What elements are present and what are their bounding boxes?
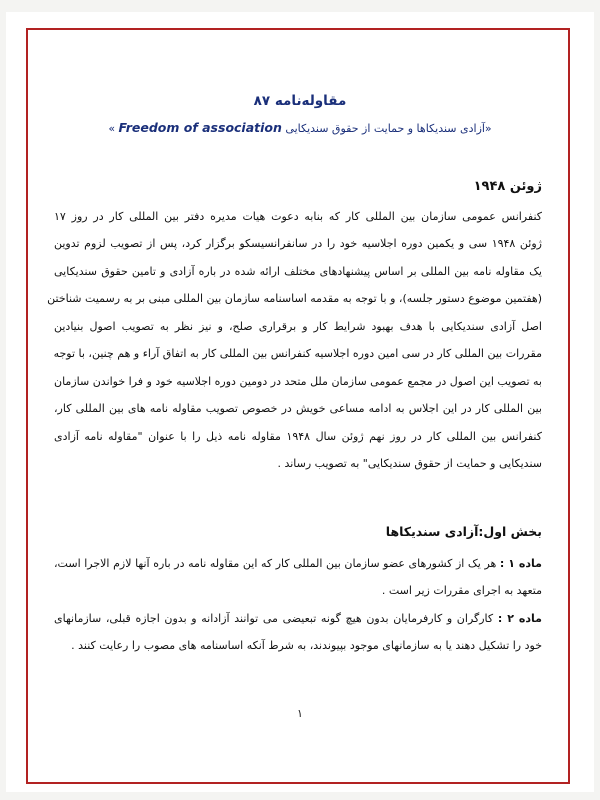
intro-line: کنفرانس بین المللی کار در روز نهم ژوئن سال ۱۹۴۸ مقاوله نامه ذیل را با عنوان "مقاوله نامه آزادی — [54, 430, 542, 443]
intro-line: به تصویب این اصول در مجمع عمومی سازمان ملل متحد در دومین دوره اجلاسیه خود و فرا خواندن سازمان — [54, 375, 542, 388]
article-1-label: ماده ۱ : — [499, 557, 542, 570]
article-2-text: کارگران و کارفرمایان بدون هیچ گونه تبعیضی می توانند آزادانه و بدون اجازه قبلی، سازمانهای — [54, 612, 494, 625]
article-2-line-2: خود را تشکیل دهند یا به سازمانهای موجود بپیوندند، به شرط آنکه اساسنامه های مصوب را رعایت کنند . — [71, 639, 542, 652]
intro-line: (هفتمین موضوع دستور جلسه)، و با توجه به مقدمه اساسنامه سازمان بین المللی مبنی بر به رسمیت شناختن — [47, 292, 542, 305]
section-heading: بخش اول:آزادی سندیکاها — [385, 524, 542, 539]
subtitle-persian: «آزادی سندیکاها و حمایت از حقوق سندیکایی — [285, 122, 492, 135]
article-1-line-1 — [54, 557, 542, 570]
intro-line: سندیکایی و حمایت از حقوق سندیکایی" به تصویب رساند . — [277, 457, 542, 470]
document-title: مقاوله‌نامه ۸۷ — [253, 93, 347, 109]
subtitle-close-quote: » — [108, 122, 116, 135]
article-2-line-1 — [54, 612, 542, 625]
article-2-label: ماده ۲ : — [497, 612, 542, 625]
article-1-line-2: متعهد به اجرای مقررات زیر است . — [381, 584, 542, 597]
document-subtitle — [0, 120, 600, 135]
intro-line: مقررات بین المللی کار در سی امین دوره اجلاسیه کنفرانس بین المللی کار به اتفاق آراء و هم چنین، با توجه — [53, 347, 542, 360]
intro-line: یک مقاوله نامه بین المللی بر اساس پیشنهادهای مختلف ارائه شده در باره آزادی و تامین حقوق سندیکایی — [54, 265, 542, 278]
date-heading: ژوئن ۱۹۴۸ — [473, 179, 542, 194]
subtitle-english: Freedom of association — [118, 120, 282, 135]
intro-line: ژوئن ۱۹۴۸ سی و یکمین دوره اجلاسیه خود را در سانفرانسیسکو برگزار کرد، پس از تصویب لزوم تدوین — [54, 237, 542, 250]
page-number: ۱ — [297, 707, 303, 720]
intro-line: اصل آزادی سندیکایی با هدف بهبود شرایط کار و برقراری صلح، و نیز نظر به تصویب اصول بنیادین — [54, 320, 542, 333]
intro-line: کنفرانس عمومی سازمان بین المللی کار که بنابه دعوت هیات مدیره دفتر بین المللی کار در روز ۱۷ — [54, 210, 542, 223]
article-1-text: هر یک از کشورهای عضو سازمان بین المللی کار که این مقاوله نامه در باره آنها لازم الاجرا است، — [54, 557, 497, 570]
intro-line: بین المللی کار در این اجلاس به ادامه مساعی خویش در خصوص تصویب مقاوله نامه های بین المللی کار، — [54, 402, 542, 415]
